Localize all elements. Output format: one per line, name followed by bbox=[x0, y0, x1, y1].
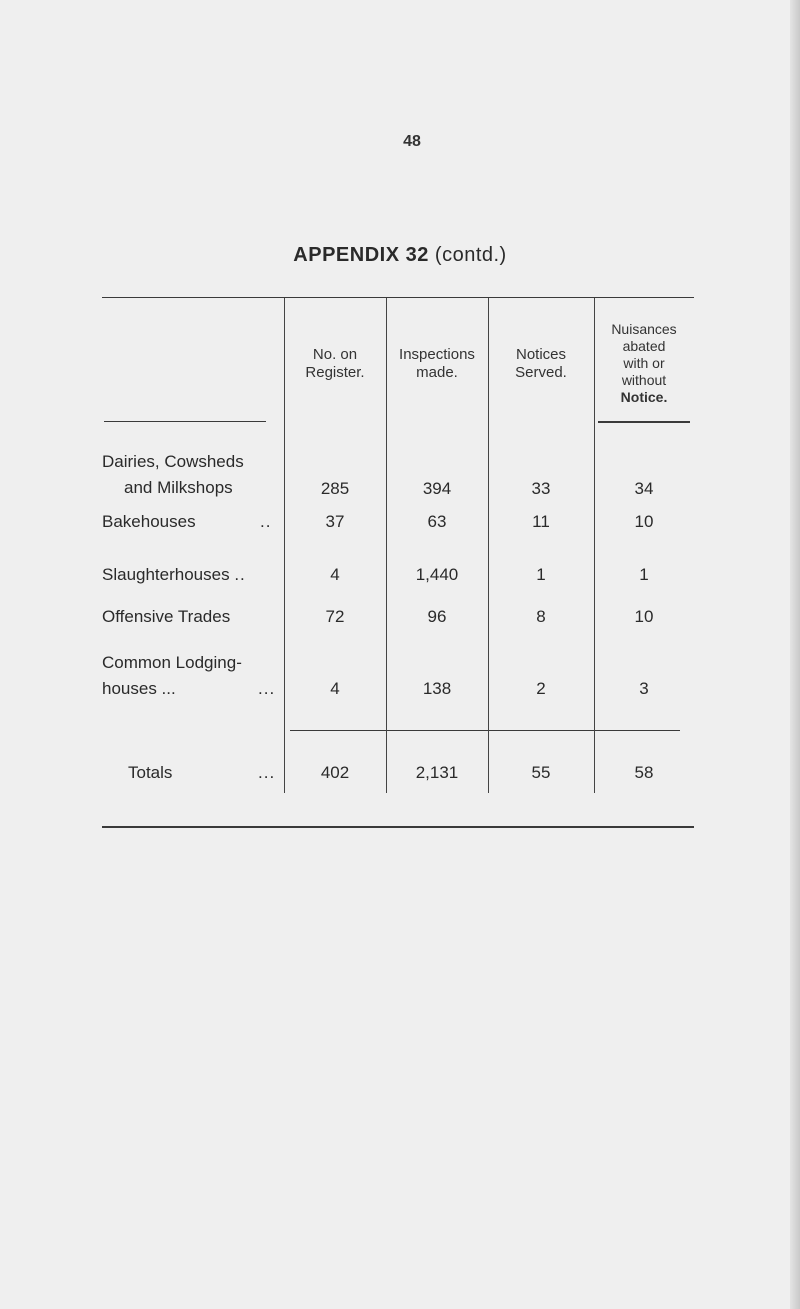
header-nuisances-abated: Nuisances abated with or without Notice. bbox=[611, 321, 677, 405]
cell-bakehouses-inspections: 63 bbox=[427, 512, 447, 531]
cell-slaughterhouses-notices: 1 bbox=[536, 565, 546, 584]
row-label-slaughterhouses: Slaughterhouses .. bbox=[102, 565, 246, 584]
page-title-main: APPENDIX 32 bbox=[293, 244, 429, 266]
cell-lodging-register: 4 bbox=[330, 679, 340, 698]
cell-totals-register: 402 bbox=[320, 763, 350, 782]
cell-slaughterhouses-nuisances: 1 bbox=[639, 565, 649, 584]
page-title-note: (contd.) bbox=[434, 244, 507, 266]
row-label-totals: Totals ... bbox=[128, 763, 276, 782]
cell-offensive-notices: 8 bbox=[536, 607, 546, 626]
header-notices-served: Notices Served. bbox=[515, 346, 567, 381]
row-label-dairies: Dairies, Cowsheds and Milkshops bbox=[102, 452, 244, 497]
cell-slaughterhouses-register: 4 bbox=[330, 565, 340, 584]
header-inspections-made: Inspections made. bbox=[399, 346, 475, 381]
cell-bakehouses-notices: 11 bbox=[532, 512, 550, 531]
cell-dairies-inspections: 394 bbox=[422, 479, 452, 498]
table-bottom-rule bbox=[102, 826, 694, 828]
table-top-rule bbox=[102, 297, 694, 298]
page-edge bbox=[790, 0, 800, 1309]
cell-dairies-register: 285 bbox=[320, 479, 350, 498]
cell-totals-nuisances: 58 bbox=[634, 763, 654, 782]
cell-slaughterhouses-inspections: 1,440 bbox=[415, 565, 459, 584]
totals-rule bbox=[290, 730, 680, 731]
cell-totals-inspections: 2,131 bbox=[415, 763, 459, 782]
header-no-on-register: No. on Register. bbox=[305, 346, 365, 381]
header-underline-col4 bbox=[598, 421, 690, 423]
cell-offensive-register: 72 bbox=[325, 607, 345, 626]
cell-dairies-notices: 33 bbox=[531, 479, 551, 498]
cell-bakehouses-register: 37 bbox=[325, 512, 345, 531]
cell-lodging-inspections: 138 bbox=[422, 679, 452, 698]
cell-totals-notices: 55 bbox=[531, 763, 551, 782]
cell-dairies-nuisances: 34 bbox=[634, 479, 654, 498]
cell-offensive-inspections: 96 bbox=[427, 607, 447, 626]
page-number: 48 bbox=[403, 133, 421, 150]
row-label-offensive-trades: Offensive Trades bbox=[102, 607, 231, 626]
page-title bbox=[190, 244, 610, 267]
cell-offensive-nuisances: 10 bbox=[634, 607, 654, 626]
row-label-bakehouses: Bakehouses .. bbox=[102, 512, 272, 531]
cell-lodging-nuisances: 3 bbox=[639, 679, 649, 698]
row-label-common-lodging-houses: Common Lodging- houses ... ... bbox=[102, 653, 276, 698]
cell-bakehouses-nuisances: 10 bbox=[634, 512, 654, 531]
header-underline-col0 bbox=[104, 421, 266, 422]
cell-lodging-notices: 2 bbox=[536, 679, 546, 698]
